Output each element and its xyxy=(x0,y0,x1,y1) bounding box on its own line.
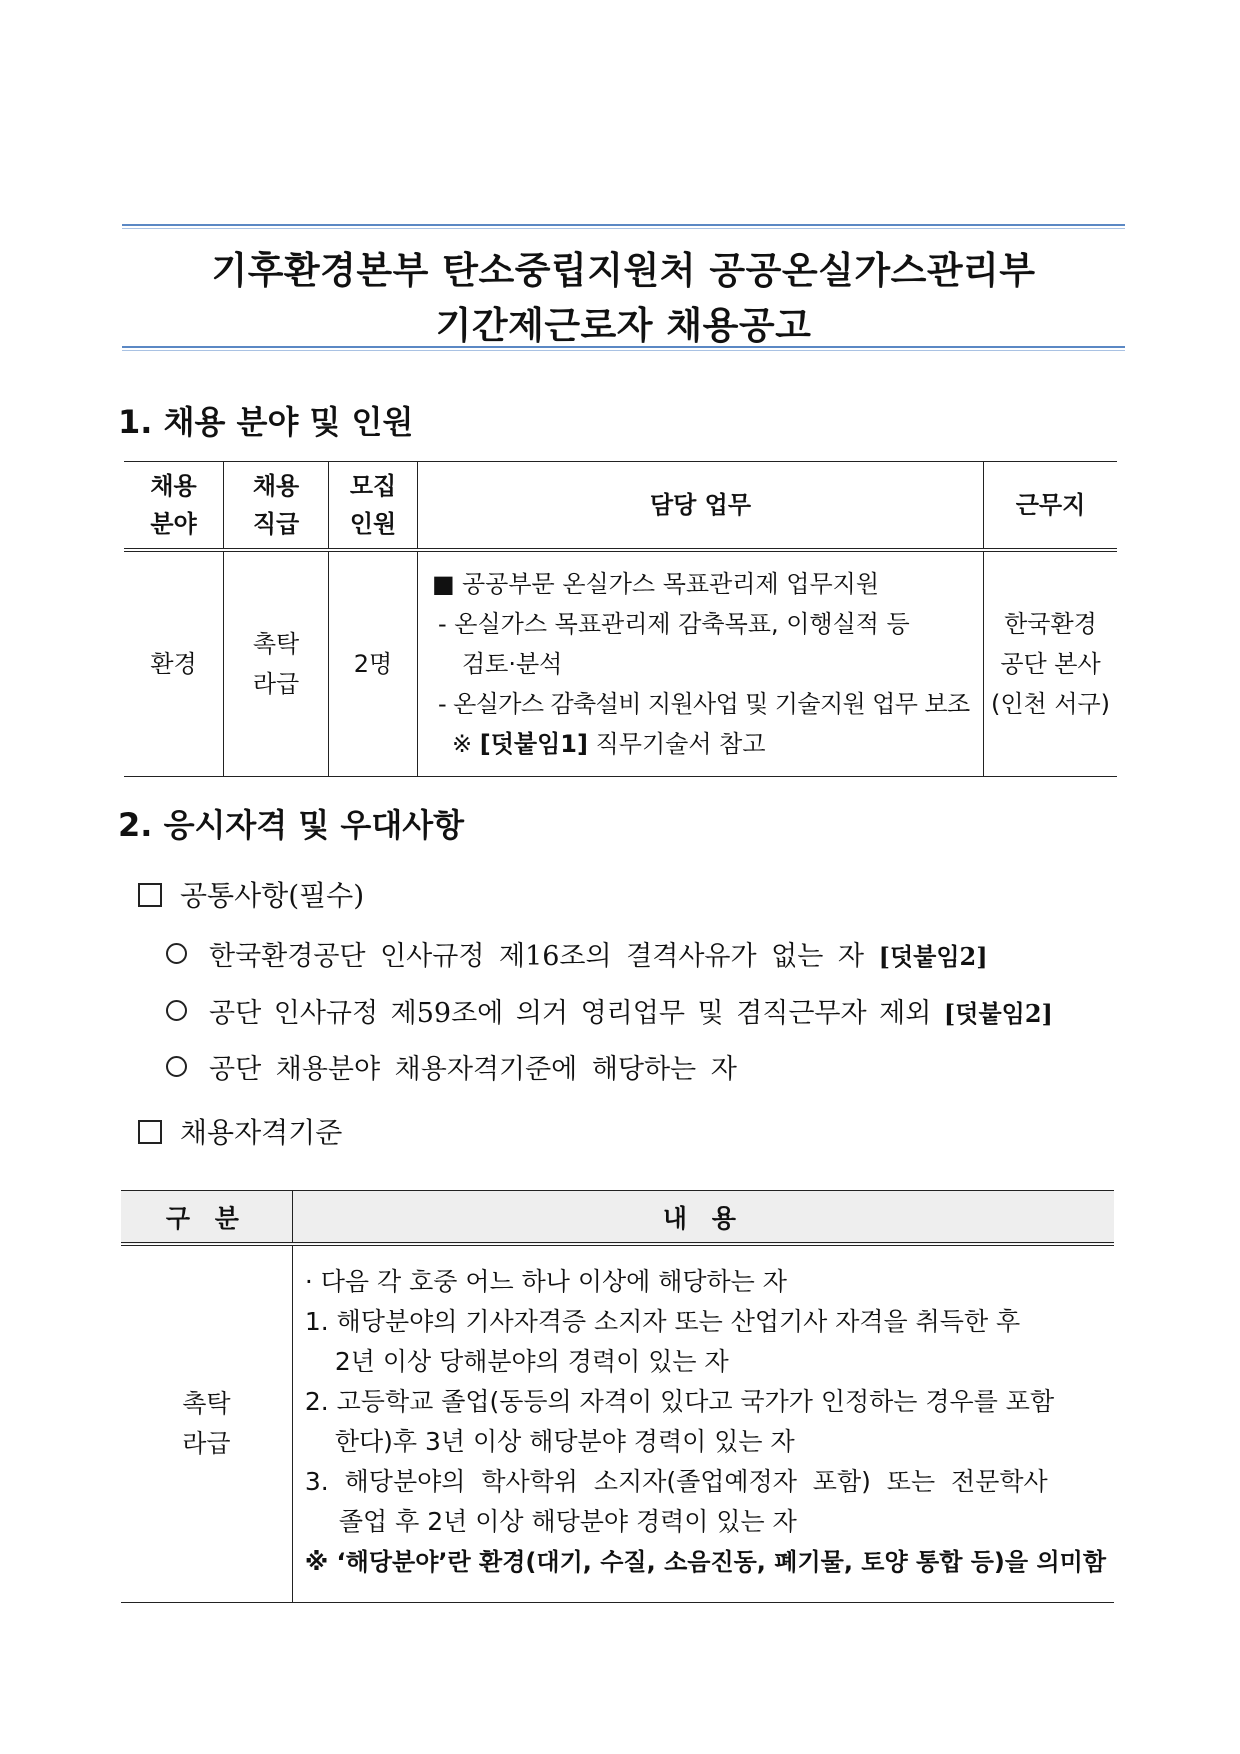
cell-grade: 촉탁 라급 xyxy=(224,550,329,777)
checkbox-square-icon xyxy=(138,883,162,907)
criteria-label: 채용자격기준 xyxy=(138,1111,342,1151)
criteria-line: 2. 고등학교 졸업(동등의 자격이 있다고 국가가 인정하는 경우를 포함 xyxy=(304,1387,1055,1416)
title-block xyxy=(122,224,1125,351)
criteria-line: 한다)후 3년 이상 해당분야 경력이 있는 자 xyxy=(334,1427,795,1456)
cell-category: 촉탁 라급 xyxy=(121,1244,292,1603)
header-duty: 담당 업무 xyxy=(418,462,984,551)
header-location: 근무지 xyxy=(984,462,1118,551)
list-item: 공단 인사규정 제59조에 의거 영리업무 및 겸직근무자 제외 [덧붙임2] xyxy=(166,991,1053,1030)
criteria-line: 졸업 후 2년 이상 해당분야 경력이 있는 자 xyxy=(338,1507,797,1536)
page-title-line2: 기간제근로자 채용공고 xyxy=(435,304,812,347)
criteria-line: 2년 이상 당해분야의 경력이 있는 자 xyxy=(334,1347,729,1376)
square-bullet-icon: ■ xyxy=(432,570,455,598)
duty-sub2: - 온실가스 감축설비 지원사업 및 기술지원 업무 보조 xyxy=(438,690,970,718)
table-row xyxy=(124,550,1117,777)
header-count: 모집 인원 xyxy=(329,462,418,551)
circle-bullet-icon xyxy=(166,1000,187,1021)
criteria-line: 1. 해당분야의 기사자격증 소지자 또는 산업기사 자격을 취득한 후 xyxy=(304,1307,1021,1336)
circle-bullet-icon xyxy=(166,943,187,964)
header-category: 구 분 xyxy=(121,1191,292,1245)
list-item: 한국환경공단 인사규정 제16조의 결격사유가 없는 자 [덧붙임2] xyxy=(166,934,988,973)
criteria-note: ※ ‘해당분야’란 환경(대기, 수질, 소음진동, 폐기물, 토양 통합 등)을 의미함 xyxy=(304,1548,1106,1576)
recruitment-table-header xyxy=(124,462,1117,551)
cell-content xyxy=(292,1244,1114,1603)
header-field: 채용 분야 xyxy=(124,462,224,551)
circle-bullet-icon xyxy=(166,1056,187,1077)
section1-heading: 1. 채용 분야 및 인원 xyxy=(118,403,414,441)
cell-duty xyxy=(418,550,984,777)
criteria-line: 3. 해당분야의 학사학위 소지자(졸업예정자 포함) 또는 전문학사 xyxy=(304,1467,1048,1496)
duty-main: ■ 공공부문 온실가스 목표관리제 업무지원 xyxy=(432,564,971,604)
duty-note: ※ [덧붙임1] 직무기술서 참고 xyxy=(452,730,766,758)
title-rule-bottom xyxy=(122,346,1125,351)
table-row xyxy=(121,1244,1114,1603)
common-requirements-label: 공통사항(필수) xyxy=(138,874,364,914)
cell-count: 2명 xyxy=(329,550,418,777)
title-rule-top xyxy=(122,224,1125,229)
checkbox-square-icon xyxy=(138,1120,162,1144)
recruitment-table xyxy=(124,461,1117,777)
criteria-table xyxy=(121,1190,1114,1603)
criteria-table-header xyxy=(121,1191,1114,1245)
duty-sub1-cont: 검토·분석 xyxy=(462,650,563,678)
cell-location: 한국환경 공단 본사 (인천 서구) xyxy=(984,550,1118,777)
page-title-line1: 기후환경본부 탄소중립지원처 공공온실가스관리부 xyxy=(211,249,1036,292)
header-content: 내 용 xyxy=(292,1191,1114,1245)
header-grade: 채용 직급 xyxy=(224,462,329,551)
duty-sub1: - 온실가스 목표관리제 감축목표, 이행실적 등 xyxy=(438,610,910,638)
criteria-line: · 다음 각 호중 어느 하나 이상에 해당하는 자 xyxy=(304,1267,787,1296)
cell-field: 환경 xyxy=(124,550,224,777)
list-item: 공단 채용분야 채용자격기준에 해당하는 자 xyxy=(166,1047,737,1086)
section2-heading: 2. 응시자격 및 우대사항 xyxy=(118,806,465,844)
